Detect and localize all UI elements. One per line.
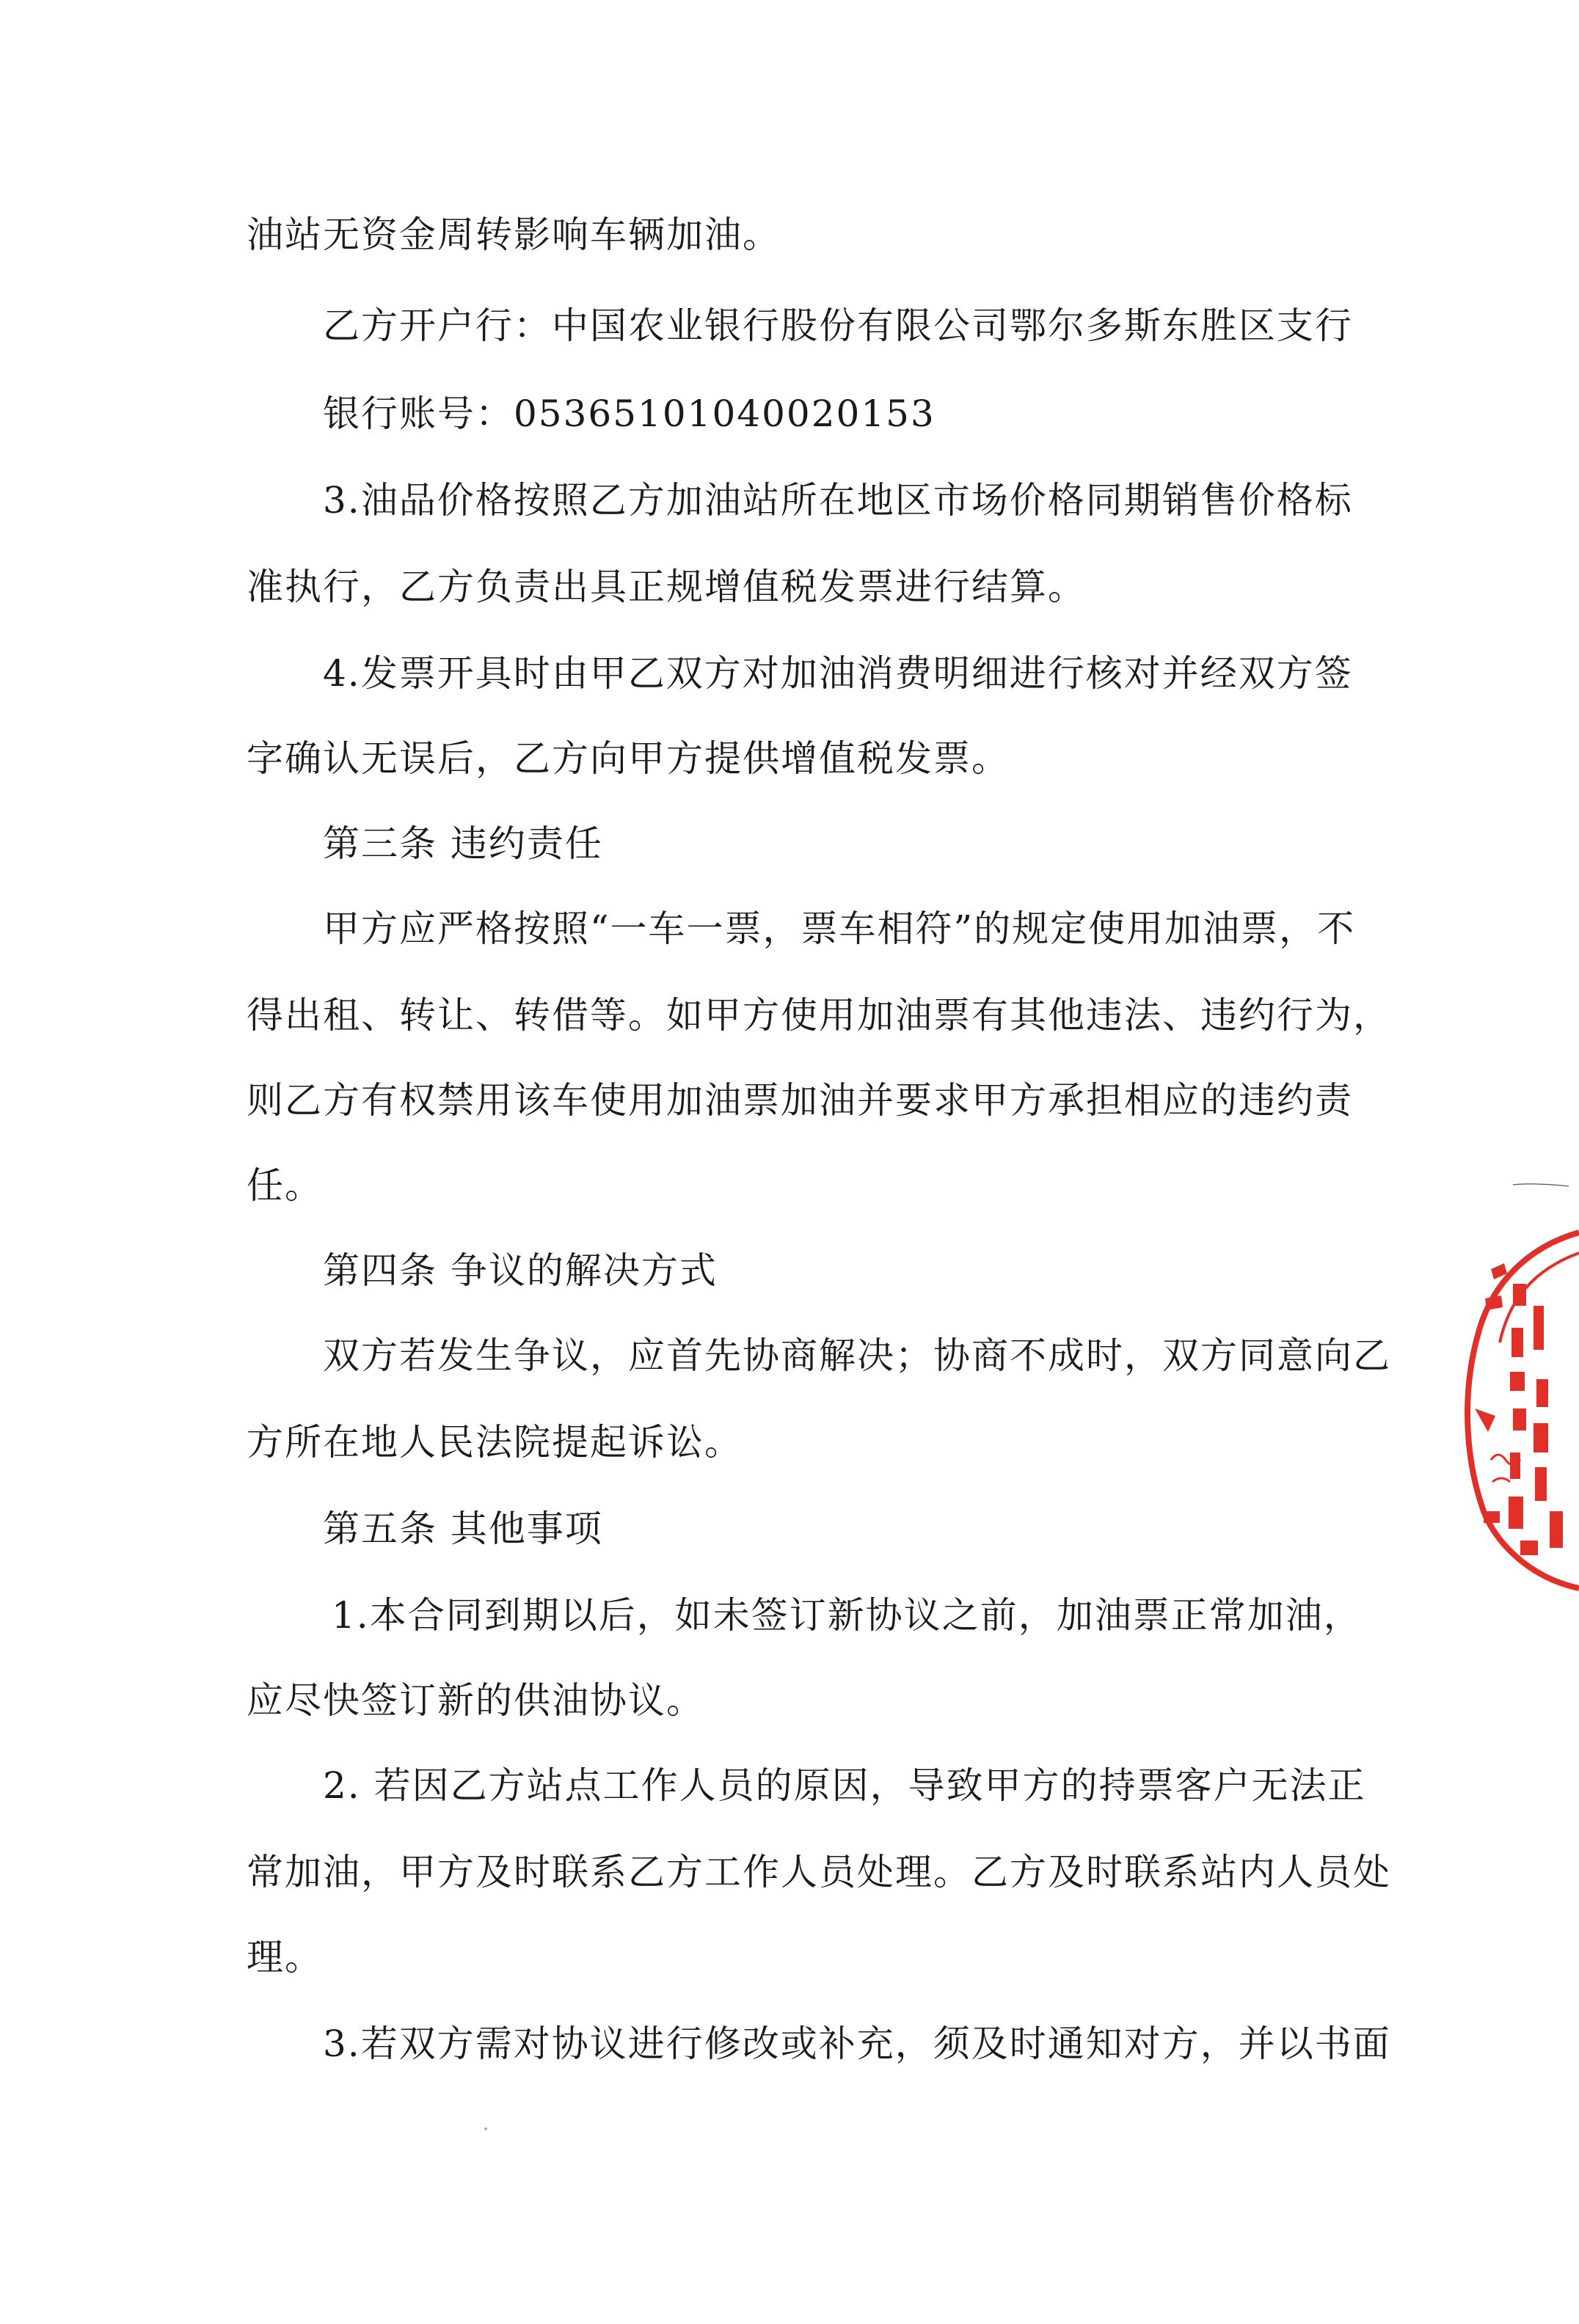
article-5-item-1-line-2: 应尽快签订新的供油协议。 xyxy=(247,1679,704,1722)
article-5-item-2-line-1: 2. 若因乙方站点工作人员的原因，导致甲方的持票客户无法正 xyxy=(323,1764,1366,1807)
article-5-item-3-line-1: 3.若双方需对协议进行修改或补充，须及时通知对方，并以书面 xyxy=(323,2022,1391,2065)
article-4-heading: 第四条 争议的解决方式 xyxy=(323,1249,718,1292)
scan-edge-mark xyxy=(1511,1181,1570,1188)
article-5-item-2-line-3: 理。 xyxy=(247,1936,323,1978)
bank-account-line: 银行账号：05365101040020153 xyxy=(323,392,936,435)
clause-item-3-line-2: 准执行，乙方负责出具正规增值税发票进行结算。 xyxy=(247,566,1086,608)
article-3-heading: 第三条 违约责任 xyxy=(323,822,603,865)
article-3-line-3: 则乙方有权禁用该车使用加油票加油并要求甲方承担相应的违约责 xyxy=(247,1079,1353,1122)
clause-item-4-line-2: 字确认无误后，乙方向甲方提供增值税发票。 xyxy=(247,737,1010,780)
article-5-item-1-line-1: 1.本合同到期以后，如未签订新协议之前，加油票正常加油， xyxy=(332,1594,1362,1637)
article-5-item-2-line-2: 常加油，甲方及时联系乙方工作人员处理。乙方及时联系站内人员处 xyxy=(247,1851,1391,1893)
article-3-line-4: 任。 xyxy=(247,1164,323,1207)
bank-name-line: 乙方开户行：中国农业银行股份有限公司鄂尔多斯东胜区支行 xyxy=(323,304,1353,347)
article-4-line-2: 方所在地人民法院提起诉讼。 xyxy=(247,1421,743,1464)
scan-speck xyxy=(484,2127,487,2130)
company-seal-stamp xyxy=(1440,1218,1579,1599)
clause-item-4-line-1: 4.发票开具时由甲乙双方对加油消费明细进行核对并经双方签 xyxy=(323,652,1353,695)
article-3-line-2: 得出租、转让、转借等。如甲方使用加油票有其他违法、违约行为， xyxy=(247,994,1391,1037)
article-5-heading: 第五条 其他事项 xyxy=(323,1508,603,1550)
article-4-line-1: 双方若发生争议，应首先协商解决；协商不成时，双方同意向乙 xyxy=(323,1334,1391,1377)
article-3-line-1: 甲方应严格按照“一车一票，票车相符”的规定使用加油票，不 xyxy=(323,907,1356,950)
clause-item-3-line-1: 3.油品价格按照乙方加油站所在地区市场价格同期销售价格标 xyxy=(323,479,1353,522)
text-line-1: 油站无资金周转影响车辆加油。 xyxy=(247,213,781,256)
